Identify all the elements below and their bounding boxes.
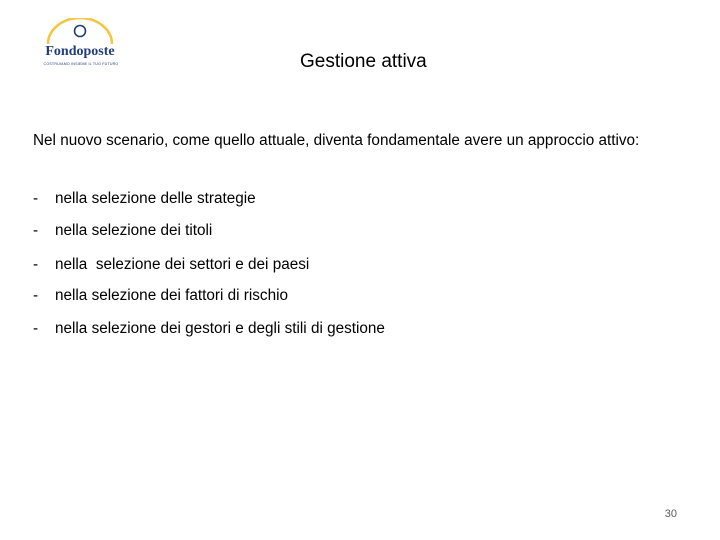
- bullet-text: nella selezione delle strategie: [55, 190, 256, 207]
- bullet-text: nella selezione dei fattori di rischio: [55, 287, 288, 304]
- bullet-item: [33, 318, 385, 340]
- bullet-text: nella selezione dei titoli: [55, 222, 213, 239]
- bullet-item: [33, 285, 288, 307]
- bullet-item: [33, 254, 309, 276]
- page-number: 30: [664, 508, 677, 520]
- bullet-item: [33, 188, 256, 210]
- bullet-text: nella selezione dei gestori e degli stili di gestione: [55, 320, 385, 337]
- bullet-marker: -: [33, 287, 39, 304]
- logo-tagline: COSTRUIAMO INSIEME IL TUO FUTURO: [43, 62, 119, 66]
- intro-paragraph: Nel nuovo scenario, come quello attuale, diventa fondamentale avere un approccio attivo:: [33, 132, 640, 149]
- slide-title: Gestione attiva: [300, 51, 427, 72]
- fondoposte-logo: [40, 18, 125, 70]
- bullet-text: nella selezione dei settori e dei paesi: [55, 256, 310, 273]
- logo-name: Fondoposte: [45, 44, 115, 59]
- bullet-marker: -: [33, 320, 39, 337]
- bullet-marker: -: [33, 190, 39, 207]
- bullet-marker: -: [33, 222, 39, 239]
- bullet-marker: -: [33, 256, 39, 273]
- bullet-item: [33, 220, 212, 242]
